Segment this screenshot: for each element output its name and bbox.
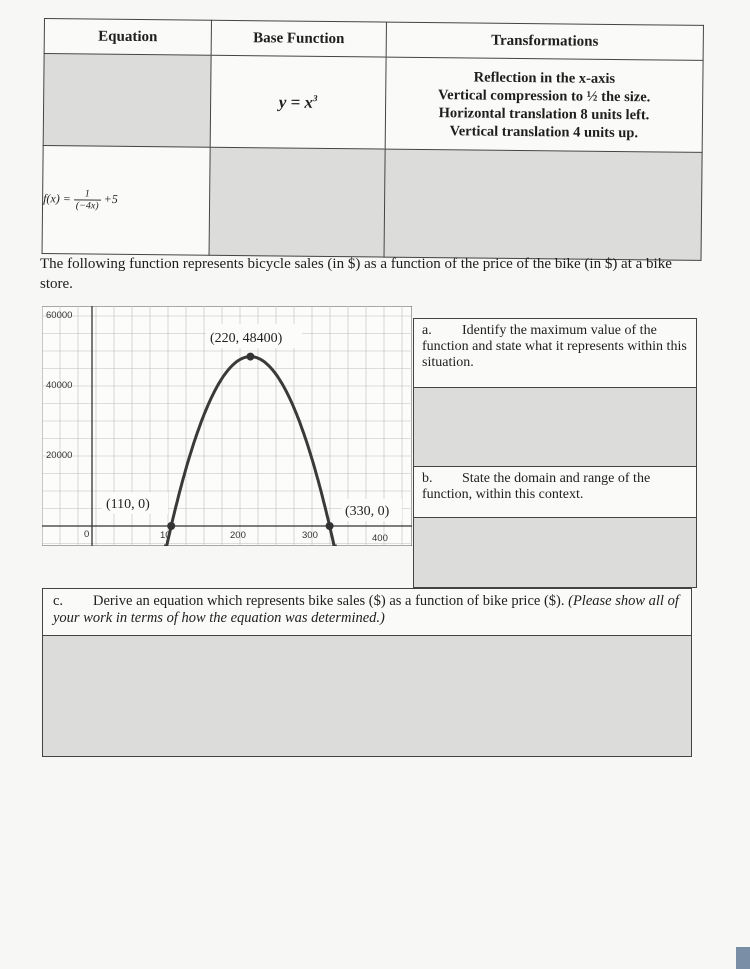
page-corner-mark [736, 947, 750, 969]
left-root-point [167, 522, 175, 530]
equation-fraction [74, 188, 101, 211]
x-tick-label: 10 [160, 530, 171, 541]
answer-cell-base-function[interactable] [209, 147, 385, 257]
transformation-line: Vertical compression to ½ the size. [438, 86, 651, 105]
base-function-cell [210, 55, 386, 149]
question-a-label: a. [422, 323, 432, 338]
question-c-label: c. [53, 593, 64, 609]
questions-ab [413, 318, 698, 588]
equation-denominator: (−4x) [75, 200, 99, 212]
right-root-label: (330, 0) [345, 504, 390, 519]
intro-text: The following function represents bicycle sales (in $) as a function of the price of the bike (in $) at a bike store. [40, 256, 672, 292]
vertex-label: (220, 48400) [210, 331, 283, 346]
header-transformations: Transformations [386, 22, 703, 60]
transformation-line: Vertical translation 4 units up. [449, 122, 639, 141]
equation-prefix: f(x) = [43, 191, 71, 206]
header-base-function: Base Function [211, 20, 386, 57]
answer-b-area[interactable] [413, 517, 697, 588]
question-a-text: Identify the maximum value of the function and state what it represents within this situation. [422, 323, 687, 370]
x-tick-label: 200 [230, 530, 246, 541]
y-tick-label: 40000 [46, 380, 73, 391]
answer-c-area[interactable] [42, 636, 692, 757]
x-tick-label: 400 [372, 533, 388, 544]
question-c [42, 588, 692, 756]
equation-suffix: +5 [103, 191, 118, 207]
question-b-box [413, 466, 697, 518]
answer-cell-equation[interactable] [43, 54, 211, 148]
question-b-label: b. [422, 471, 433, 486]
transformations-table [42, 18, 704, 261]
transformation-line: Horizontal translation 8 units left. [438, 104, 650, 123]
transformation-line: Reflection in the x-axis [473, 69, 616, 87]
question-c-box [42, 588, 692, 636]
x-tick-label: 300 [302, 530, 318, 541]
transformations-cell [385, 57, 703, 152]
graph-svg [42, 306, 412, 546]
bike-sales-graph [42, 306, 412, 546]
answer-a-area[interactable] [413, 387, 697, 467]
base-function-exponent: 3 [312, 92, 318, 103]
question-a-box [413, 318, 697, 388]
question-b-text: State the domain and range of the function, within this context. [422, 471, 651, 502]
base-function-text: y = x [278, 91, 314, 112]
vertex-point [246, 353, 254, 361]
header-equation: Equation [44, 19, 211, 56]
equation-cell [42, 145, 210, 255]
question-c-note: (Please show all of your work in terms of how the equation was determined.) [53, 593, 679, 626]
left-root-label: (110, 0) [106, 497, 150, 512]
x-tick-label: 0 [84, 529, 90, 540]
y-tick-label: 20000 [46, 450, 73, 461]
answer-cell-transformations[interactable] [384, 149, 702, 260]
equation-numerator: 1 [74, 188, 101, 200]
y-tick-label: 60000 [46, 310, 73, 321]
right-root-point [326, 522, 334, 530]
question-c-text: Derive an equation which represents bike sales ($) as a function of bike price ($). [93, 593, 565, 609]
